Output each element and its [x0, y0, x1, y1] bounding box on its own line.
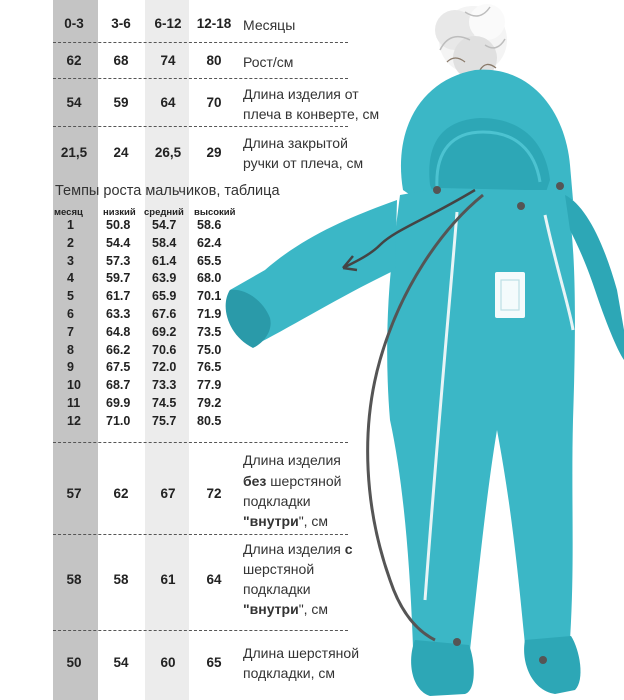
growth-value: 63.9 — [152, 271, 177, 286]
growth-month: 9 — [67, 360, 74, 375]
row-label-line1: Длина изделия — [243, 452, 341, 468]
divider — [53, 442, 348, 443]
growth-value: 70.6 — [152, 342, 177, 357]
growth-month: 3 — [67, 253, 74, 268]
row-label-line2: шерстяной — [243, 561, 315, 577]
value: 50 — [66, 655, 82, 670]
growth-value: 67.6 — [152, 307, 177, 321]
value: 60 — [160, 655, 176, 670]
value: 61 — [160, 572, 176, 587]
row-label-line1: Длина изделия от — [243, 86, 359, 102]
header-col-0: 0-3 — [64, 16, 84, 31]
value: 64 — [160, 95, 176, 110]
growth-value: 77.9 — [197, 378, 222, 393]
growth-month: 12 — [67, 413, 81, 428]
row-label-line2 — [243, 471, 341, 491]
growth-value: 54.4 — [106, 235, 131, 250]
header-col-3: 12-18 — [196, 16, 232, 31]
growth-value: 68.0 — [197, 271, 222, 286]
growth-month: 10 — [67, 378, 81, 393]
divider — [53, 534, 348, 535]
text: шерстяной — [266, 473, 342, 489]
growth-value: 58.6 — [197, 218, 222, 232]
growth-header-mid: средний — [144, 207, 184, 218]
value: 58 — [113, 572, 129, 587]
value: 54 — [66, 95, 82, 110]
value: 24 — [113, 145, 129, 160]
growth-month: 8 — [67, 342, 74, 357]
bold-word: внутри — [249, 513, 299, 529]
growth-value: 64.8 — [106, 324, 131, 339]
growth-value: 71.9 — [197, 307, 222, 321]
row-label-line2: плеча в конверте, см — [243, 106, 380, 122]
value: 65 — [206, 655, 222, 670]
growth-value: 76.5 — [197, 360, 222, 375]
growth-value: 73.5 — [197, 324, 222, 339]
row-label: Рост/см — [243, 54, 294, 70]
growth-value: 75.0 — [197, 342, 222, 357]
value: 58 — [66, 572, 82, 587]
value: 59 — [113, 95, 129, 110]
header-col-1: 3-6 — [111, 16, 131, 31]
row-label-line1: Длина закрытой — [243, 135, 348, 151]
bold-word: с — [344, 541, 353, 557]
growth-value: 74.5 — [152, 396, 177, 410]
text: ", см — [298, 601, 329, 617]
header-label: Месяцы — [243, 17, 296, 33]
growth-value: 62.4 — [197, 235, 222, 250]
row-label-line3: подкладки — [243, 581, 311, 597]
value: 80 — [206, 53, 222, 68]
value: 54 — [113, 655, 129, 670]
value: 21,5 — [60, 145, 88, 160]
growth-table-title: Темпы роста мальчиков, таблица — [55, 183, 280, 199]
growth-month: 7 — [67, 324, 74, 339]
value: 72 — [206, 486, 222, 501]
row-label-line1: Длина шерстяной — [243, 645, 360, 661]
growth-value: 65.5 — [197, 253, 222, 268]
row-label-line4 — [243, 511, 328, 531]
growth-value: 72.0 — [152, 360, 177, 375]
value: 57 — [66, 486, 82, 501]
divider — [53, 42, 348, 43]
value: 74 — [160, 53, 176, 68]
growth-month: 4 — [67, 271, 74, 286]
growth-value: 50.8 — [106, 218, 131, 232]
growth-header-high: высокий — [194, 207, 236, 218]
growth-month: 11 — [67, 396, 81, 410]
bold-word: внутри — [249, 601, 299, 617]
growth-value: 69.9 — [106, 396, 131, 410]
growth-value: 68.7 — [106, 378, 131, 393]
growth-value: 71.0 — [106, 413, 131, 428]
brand-label-icon — [495, 272, 525, 318]
growth-value: 54.7 — [152, 218, 177, 232]
divider — [53, 630, 348, 631]
growth-value: 57.3 — [106, 253, 131, 268]
value: 26,5 — [154, 145, 182, 160]
bold-word: без — [243, 473, 267, 489]
growth-value: 59.7 — [106, 271, 131, 286]
divider — [53, 126, 348, 127]
growth-value: 75.7 — [152, 413, 177, 428]
text: Длина изделия — [243, 541, 345, 557]
row-label-line2: подкладки, см — [243, 665, 335, 681]
value: 68 — [113, 53, 129, 68]
growth-month: 6 — [67, 307, 74, 321]
header-col-2: 6-12 — [154, 16, 182, 31]
growth-month: 2 — [67, 235, 74, 250]
value: 64 — [206, 572, 222, 587]
growth-value: 61.4 — [152, 253, 177, 268]
growth-month: 1 — [67, 218, 74, 232]
row-label-line2: ручки от плеча, см — [243, 155, 364, 171]
row-label-line3: подкладки — [243, 493, 311, 509]
fur-pompom-icon — [435, 4, 507, 80]
growth-value: 80.5 — [197, 413, 222, 428]
growth-value: 79.2 — [197, 396, 222, 410]
growth-value: 65.9 — [152, 289, 177, 304]
value: 29 — [206, 145, 222, 160]
growth-value: 70.1 — [197, 289, 222, 304]
value: 62 — [113, 486, 129, 501]
growth-value: 66.2 — [106, 342, 131, 357]
growth-header-low: низкий — [103, 207, 136, 218]
value: 70 — [206, 95, 222, 110]
value: 67 — [160, 486, 176, 501]
growth-value: 63.3 — [106, 307, 131, 321]
growth-value: 58.4 — [152, 235, 177, 250]
growth-value: 69.2 — [152, 324, 177, 339]
value: 62 — [66, 53, 82, 68]
growth-value: 73.3 — [152, 378, 177, 393]
growth-value: 67.5 — [106, 360, 131, 375]
row-label-line1 — [243, 539, 353, 559]
growth-month: 5 — [67, 289, 74, 304]
row-label-line4 — [243, 599, 328, 619]
quote: " — [243, 601, 250, 617]
divider — [53, 78, 348, 79]
quote: " — [243, 513, 250, 529]
growth-header-month: месяц — [54, 207, 83, 218]
text: ", см — [298, 513, 329, 529]
growth-value: 61.7 — [106, 289, 131, 304]
